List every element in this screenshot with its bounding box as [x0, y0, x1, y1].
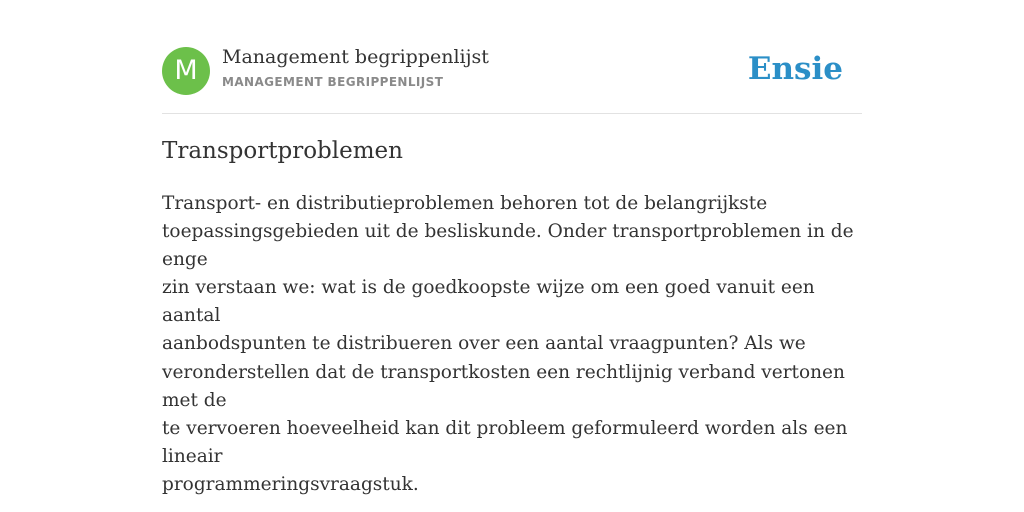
- definition-line: veronderstellen dat de transportkosten een rechtlijnig verband vertonen met de: [162, 361, 845, 411]
- definition-line: te vervoeren hoeveelheid kan dit probleem geformuleerd worden als een lineair: [162, 417, 848, 467]
- definition-line: zin verstaan we: wat is de goedkoopste wijze om een goed vanuit een aantal: [162, 277, 815, 327]
- term-title: Transportproblemen: [162, 138, 403, 164]
- header: [162, 46, 862, 96]
- ensie-logo[interactable]: Ensie: [747, 51, 843, 87]
- definition-text: [162, 190, 862, 499]
- definition-line: Transport- en distributieproblemen behoren tot de belangrijkste: [162, 193, 768, 214]
- source-subtitle: MANAGEMENT BEGRIPPENLIJST: [222, 75, 444, 89]
- definition-line: aanbodspunten te distribueren over een aantal vraagpunten? Als we: [162, 333, 806, 355]
- divider: [162, 113, 862, 114]
- definition-line: toepassingsgebieden uit de besliskunde. Onder transportproblemen in de enge: [162, 221, 854, 271]
- avatar[interactable]: M: [162, 47, 210, 95]
- definition-line: programmeringsvraagstuk.: [162, 473, 419, 495]
- source-title[interactable]: Management begrippenlijst: [222, 46, 489, 68]
